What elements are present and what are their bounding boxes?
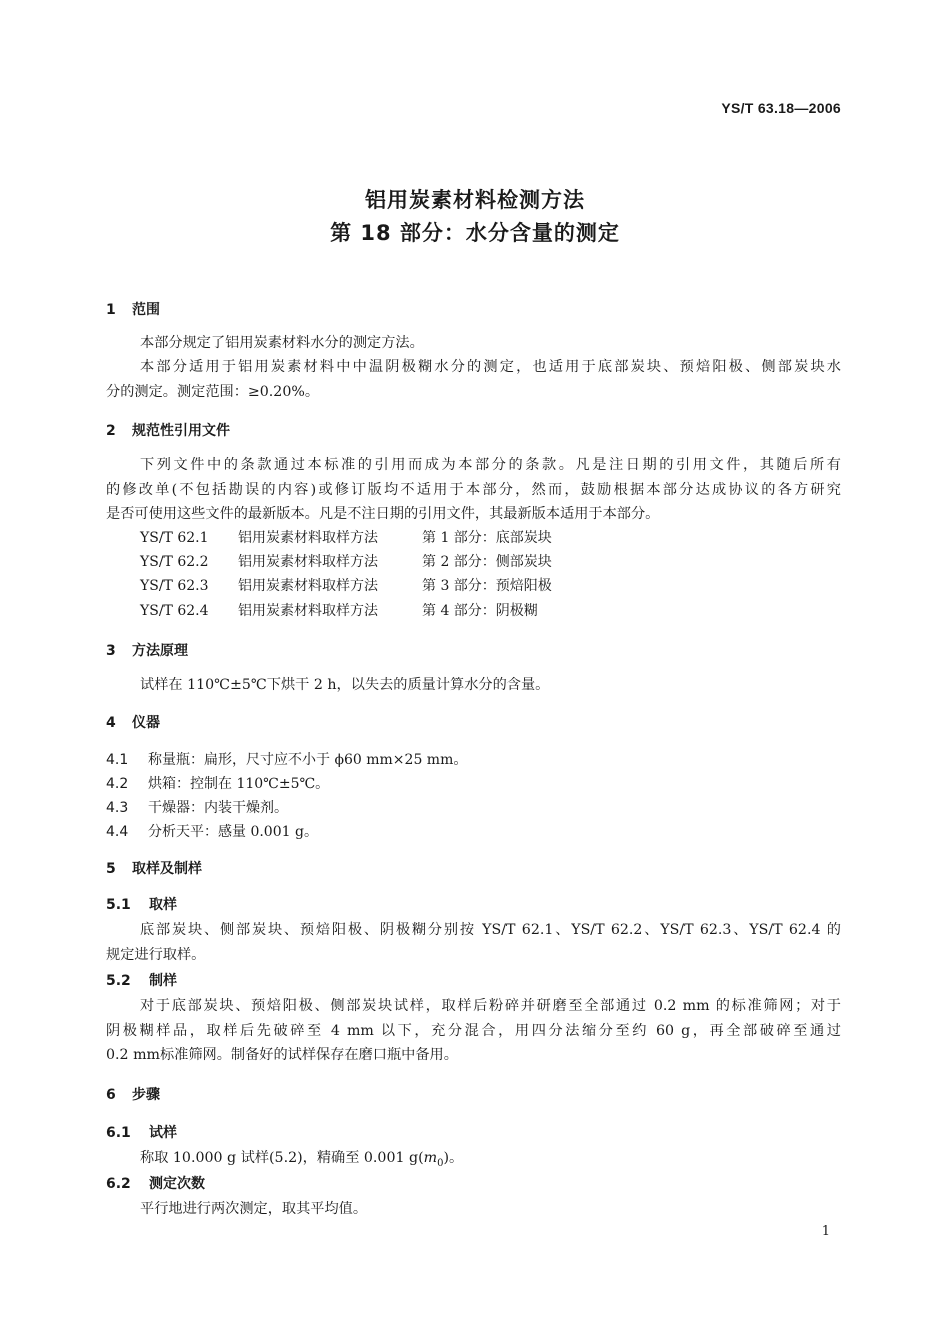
- section-title: 方法原理: [132, 643, 188, 659]
- paragraph: 规定进行取样。: [106, 947, 206, 963]
- paragraph: 试样在 110℃±5℃下烘干 2 h，以失去的质量计算水分的含量。: [140, 677, 550, 693]
- subsection-5-2-heading: [106, 970, 177, 990]
- section-title: 范围: [132, 302, 160, 318]
- section-1-heading: [106, 299, 160, 319]
- list-item: 4.1 称量瓶：扁形，尺寸应不小于 ϕ60 mm×25 mm。: [106, 752, 468, 768]
- list-item: 4.4 分析天平：感量 0.001 g。: [106, 824, 318, 840]
- subsection-number: 6.2: [106, 1176, 131, 1192]
- subsection-number: 5.2: [106, 973, 131, 989]
- paragraph: 是否可使用这些文件的最新版本。凡是不注日期的引用文件，其最新版本适用于本部分。: [106, 506, 660, 522]
- subsection-5-1-heading: [106, 894, 177, 914]
- section-title: 取样及制样: [132, 861, 202, 877]
- mass-variable: m: [423, 1150, 438, 1166]
- paragraph: 称取 10.000 g 试样(5.2)，精确至 0.001 $g(m_0)$。: [140, 1150, 464, 1169]
- paragraph: 底部炭块、侧部炭块、预焙阳极、阴极糊分别按 YS/T 62.1、YS/T 62.2、YS/T 62.3、YS/T 62.4 的: [140, 922, 841, 938]
- subsection-title: 制样: [149, 973, 177, 989]
- subsection-title: 测定次数: [149, 1176, 205, 1192]
- paragraph: 的修改单(不包括勘误的内容)或修订版均不适用于本部分，然而，鼓励根据本部分达成协议的各方研究: [106, 482, 841, 498]
- paragraph: 本部分规定了铝用炭素材料水分的测定方法。: [140, 335, 424, 351]
- subsection-title: 取样: [149, 897, 177, 913]
- document-title-line2: 第 18 部分：水分含量的测定: [330, 221, 620, 245]
- section-number: 2: [106, 423, 116, 439]
- paragraph: 平行地进行两次测定，取其平均值。: [140, 1201, 368, 1217]
- paragraph: 下列文件中的条款通过本标准的引用而成为本部分的条款。凡是注日期的引用文件，其随后所有: [140, 457, 841, 473]
- section-title: 仪器: [132, 715, 160, 731]
- section-number: 6: [106, 1087, 116, 1103]
- subsection-6-2-heading: [106, 1173, 205, 1193]
- section-number: 1: [106, 302, 116, 318]
- reference-item: YS/T 62.4 铝用炭素材料取样方法 第 4 部分：阴极糊: [140, 603, 538, 619]
- reference-item: YS/T 62.3 铝用炭素材料取样方法 第 3 部分：预焙阳极: [140, 578, 552, 594]
- section-number: 5: [106, 861, 116, 877]
- section-6-heading: [106, 1084, 160, 1104]
- section-number: 4: [106, 715, 116, 731]
- subsection-number: 6.1: [106, 1125, 131, 1141]
- page-number: 1: [821, 1224, 830, 1239]
- paragraph: 阴极糊样品，取样后先破碎至 4 mm 以下，充分混合，用四分法缩分至约 60 g，再全部破碎至通过: [106, 1023, 841, 1039]
- document-title-line1: 铝用炭素材料检测方法: [365, 188, 585, 212]
- section-number: 3: [106, 643, 116, 659]
- subsection-6-1-heading: [106, 1122, 177, 1142]
- mass-subscript: 0: [437, 1157, 444, 1169]
- section-2-heading: [106, 420, 230, 440]
- section-4-heading: [106, 712, 160, 732]
- list-item: 4.2 烘箱：控制在 110℃±5℃。: [106, 776, 330, 792]
- section-title: 规范性引用文件: [132, 423, 230, 439]
- section-5-heading: [106, 858, 202, 878]
- section-3-heading: [106, 640, 188, 660]
- paragraph: 0.2 mm标准筛网。制备好的试样保存在磨口瓶中备用。: [106, 1047, 458, 1063]
- standard-code: YS/T 63.18—2006: [721, 100, 841, 116]
- paragraph: 本部分适用于铝用炭素材料中中温阴极糊水分的测定，也适用于底部炭块、预焙阳极、侧部炭块水: [140, 359, 841, 375]
- paragraph: 分的测定。测定范围：≥0.20%。: [106, 384, 320, 400]
- section-title: 步骤: [132, 1087, 160, 1103]
- subsection-number: 5.1: [106, 897, 131, 913]
- reference-item: YS/T 62.2 铝用炭素材料取样方法 第 2 部分：侧部炭块: [140, 554, 552, 570]
- reference-item: YS/T 62.1 铝用炭素材料取样方法 第 1 部分：底部炭块: [140, 530, 552, 546]
- subsection-title: 试样: [149, 1125, 177, 1141]
- list-item: 4.3 干燥器：内装干燥剂。: [106, 800, 288, 816]
- paragraph: 对于底部炭块、预焙阳极、侧部炭块试样，取样后粉碎并研磨至全部通过 0.2 mm 的标准筛网；对于: [140, 998, 841, 1014]
